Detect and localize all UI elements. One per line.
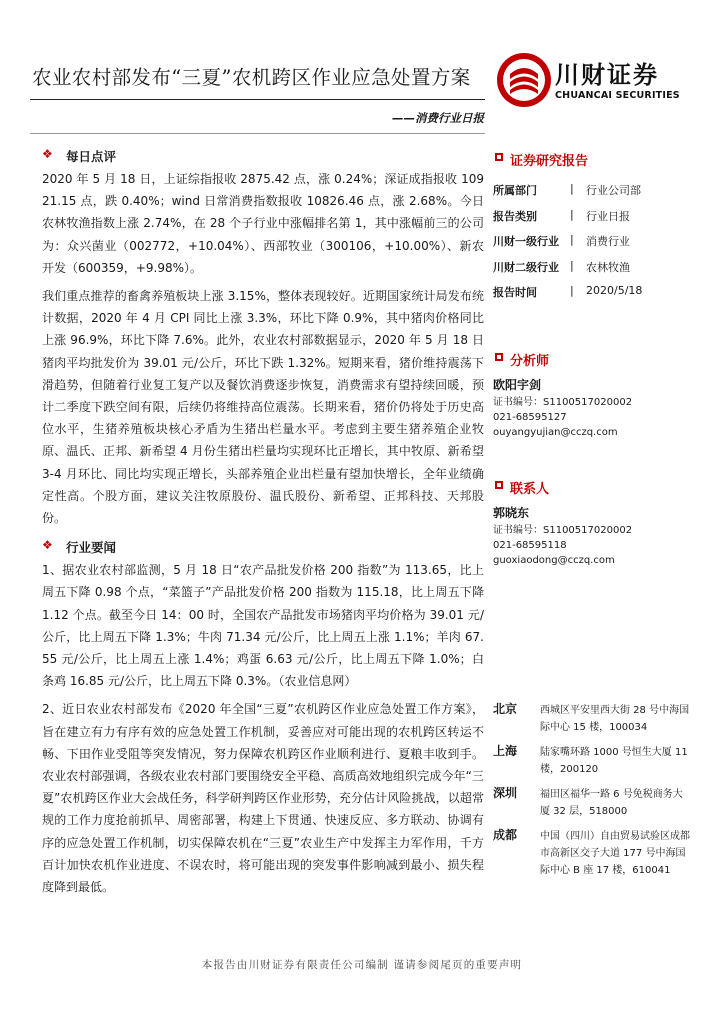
info-row-report-category: 报告类别 | 行业日报 (493, 207, 630, 223)
page-footer-disclaimer: 本报告由川财证券有限责任公司编制 谨请参阅尾页的重要声明 (201, 959, 523, 971)
section-heading-industry-news: ❖ 行业要闻 (42, 538, 117, 556)
report-info-heading: 证券研究报告 (493, 150, 693, 170)
sidebar (493, 150, 693, 568)
report-title: 农业农村部发布“三夏”农机跨区作业应急处置方案 (32, 66, 471, 89)
analyst-email[interactable]: ouyangyujian@cczq.com (493, 426, 618, 438)
header-divider-bottom (30, 133, 485, 134)
chuancai-emblem-icon (496, 52, 552, 108)
company-name: 川财证券 (555, 61, 659, 89)
diamond-bullet-icon: ❖ (42, 147, 53, 161)
square-marker-icon (495, 353, 503, 361)
paragraph: 1、据农业农村部监测，5 月 18 日“农产品批发价格 200 指数”为 113.65，比上周五下降 0.98 个点，“菜篮子”产品批发价格 200 指数为 115.18，比上周五下降 1.12 个点。截至今日 14：00 时，全国农产品批发市场猪肉平均价格为 39.01 元/公斤，比上周五下降 1.3%；牛肉 71.34 元/公斤，比上周五上涨 1.1%；羊肉 67.55 元/公斤，比上周五上涨 1.4%；鸡蛋 6.63 元/公斤，比上周五下降 1.0%；白条鸡 16.85 元/公斤，比上周五下降 0.3%。（农业信息网） (42, 563, 484, 689)
info-row-level2-industry: 川财二级行业 | 农林牧渔 (493, 258, 630, 274)
contact-cert: 证书编号：S1100517020002 (493, 524, 633, 536)
report-type-subtitle: ——消费行业日报 (392, 111, 484, 125)
paragraph: 我们重点推荐的畜禽养殖板块上涨 3.15%，整体表现较好。近期国家统计局发布统计数据，2020 年 4 月 CPI 同比上涨 3.3%，环比下降 0.9%，其中猪肉价格同比上涨 96.9%，环比下降 7.6%。此外，农业农村部数据显示，2020 年 5 月 18 日猪肉平均批发价为 39.01 元/公斤，环比下跌 1.32%。短期来看，猪价维持震荡下滑趋势，但随着行业复工复产以及餐饮消费逐步恢复，消费需求有望持续回暖，预计二季度下跌空间有限，后续仍将维持高位震荡。长期来看，猪价仍将处于历史高位水平，生猪养殖板块核心矛盾为生猪出栏量水平。考虑到主要生猪养殖企业牧原、温氏、正邦、新希望 4 月份生猪出栏量均实现环比正增长，其中牧原、新希望 3-4 月环比、同比均实现正增长，头部养殖企业出栏量有望加快增长，全年业绩确定性高。个股方面，建议关注牧原股份、温氏股份、新希望、正邦科技、天邦股份。 (42, 289, 484, 526)
analyst-name: 欧阳宇剑 (493, 377, 542, 392)
analyst-cert: 证书编号：S1100517020002 (493, 396, 633, 408)
square-marker-icon (495, 481, 503, 489)
info-row-level1-industry: 川财一级行业 | 消费行业 (493, 233, 630, 248)
contact-heading: 联系人 (493, 478, 693, 498)
company-logo (496, 52, 696, 112)
analyst-phone: 021-68595127 (493, 411, 567, 423)
info-row-report-date: 报告时间 | 2020/5/18 (493, 284, 643, 299)
contact-phone: 021-68595118 (493, 539, 567, 551)
company-name-english: CHUANCAI SECURITIES (555, 90, 680, 101)
paragraph: 2020 年 5 月 18 日，上证综指报收 2875.42 点，涨 0.24%；深证成指报收 10921.15 点，跌 0.40%；wind 日常消费指数报收 10826.46 点，涨 2.68%。今日农林牧渔指数上涨 2.74%，在 28 个子行业中涨幅排名第 1，其中涨幅前三的公司为：众兴菌业（002772，+10.04%）、西部牧业（300106，+10.00%）、新农开发（600359，+9.98%）。 (42, 172, 484, 275)
contact-name: 郭晓东 (493, 505, 530, 520)
section-heading-daily-review: ❖ 每日点评 (42, 147, 117, 164)
paragraph: 2、近日农业农村部发布《2020 年全国“三夏”农机跨区作业应急处置工作方案》，旨在建立有力有序有效的应急处置工作机制，妥善应对可能出现的农机跨区转运不畅、下田作业受阻等突发情况，努力保障农机跨区作业顺利进行、夏粮丰收到手。农业农村部强调，各级农业农村部门要围绕安全平稳、高质高效地组织完成今年“三夏”农机跨区作业大会战任务，科学研判跨区作业形势，充分估计风险挑战，以超常规的工作力度抢前抓早、周密部署，构建上下贯通、快速反应、多方联动、协调有序的应急处置工作机制，切实保障农机在“三夏”农业生产中发挥主力军作用，千方百计加快农机作业进度、不误农时，将可能出现的突发事件影响减到最小、损失程度降到最低。 (42, 702, 484, 895)
main-content (42, 144, 484, 904)
info-row-department: 所属部门 | 行业公司部 (493, 182, 641, 197)
diamond-bullet-icon: ❖ (42, 538, 53, 553)
header-divider-top (30, 99, 485, 100)
contact-email[interactable]: guoxiaodong@cczq.com (493, 554, 615, 566)
square-marker-icon (495, 153, 503, 161)
analyst-heading: 分析师 (493, 350, 693, 370)
